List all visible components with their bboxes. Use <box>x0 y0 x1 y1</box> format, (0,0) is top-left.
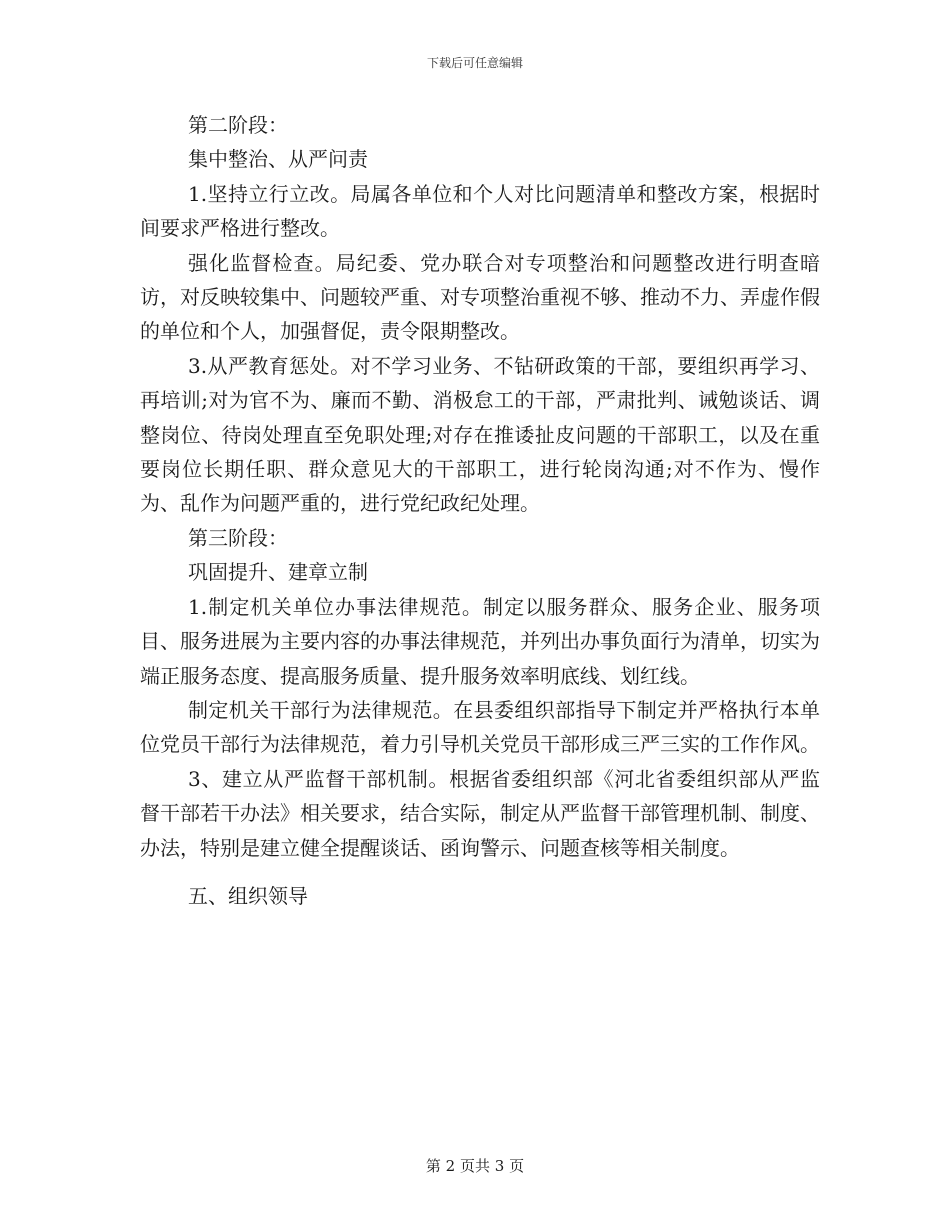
paragraph-stage-two-title: 集中整治、从严问责 <box>188 147 368 172</box>
paragraph-education-punishment: 3.从严教育惩处。对不学习业务、不钻研政策的干部，要组织再学习、再培训;对为官不为、廉而不勤、消极怠工的干部，严肃批判、诫勉谈话、调整岗位、待岗处理直至免职处理;对存在推诿扯皮问题的干部职工，以及在重要岗位长期任职、群众意见大的干部职工，进行轮岗沟通;对不作为、慢作为、乱作为问题严重的，进行党纪政纪处理。 <box>140 353 820 516</box>
page-header-note: 下载后可任意编辑 <box>426 56 523 70</box>
document-body <box>140 108 820 913</box>
heading-organization-leadership: 五、组织领导 <box>188 883 308 908</box>
paragraph-office-norms: 1.制定机关单位办事法律规范。制定以服务群众、服务企业、服务项目、服务进展为主要内容的办事法律规范，并列出办事负面行为清单，切实为端正服务态度、提高服务质量、提升服务效率明底线、划红线。 <box>140 594 820 688</box>
page-number-label: 第 2 页共 3 页 <box>425 1157 525 1175</box>
paragraph-supervision-inspection: 强化监督检查。局纪委、党办联合对专项整治和问题整改进行明查暗访，对反映较集中、问题较严重、对专项整治重视不够、推动不力、弄虚作假的单位和个人，加强督促，责令限期整改。 <box>140 250 820 344</box>
page-number <box>0 1155 950 1176</box>
paragraph-stage-three: 第三阶段： <box>188 525 288 550</box>
paragraph-cadre-conduct-norms: 制定机关干部行为法律规范。在县委组织部指导下制定并严格执行本单位党员干部行为法律规范，着力引导机关党员干部形成三严三实的工作作风。 <box>140 697 820 757</box>
paragraph-stage-two: 第二阶段： <box>188 113 288 137</box>
paragraph-stage-three-title: 巩固提升、建章立制 <box>188 560 368 585</box>
paragraph-supervision-mechanism: 3、建立从严监督干部机制。根据省委组织部《河北省委组织部从严监督干部若干办法》相关要求，结合实际，制定从严监督干部管理机制、制度、办法，特别是建立健全提醒谈话、函询警示、问题查核等相关制度。 <box>140 766 820 860</box>
paragraph-rectify-immediately: 1.坚持立行立改。局属各单位和个人对比问题清单和整改方案，根据时间要求严格进行整改。 <box>140 181 820 241</box>
